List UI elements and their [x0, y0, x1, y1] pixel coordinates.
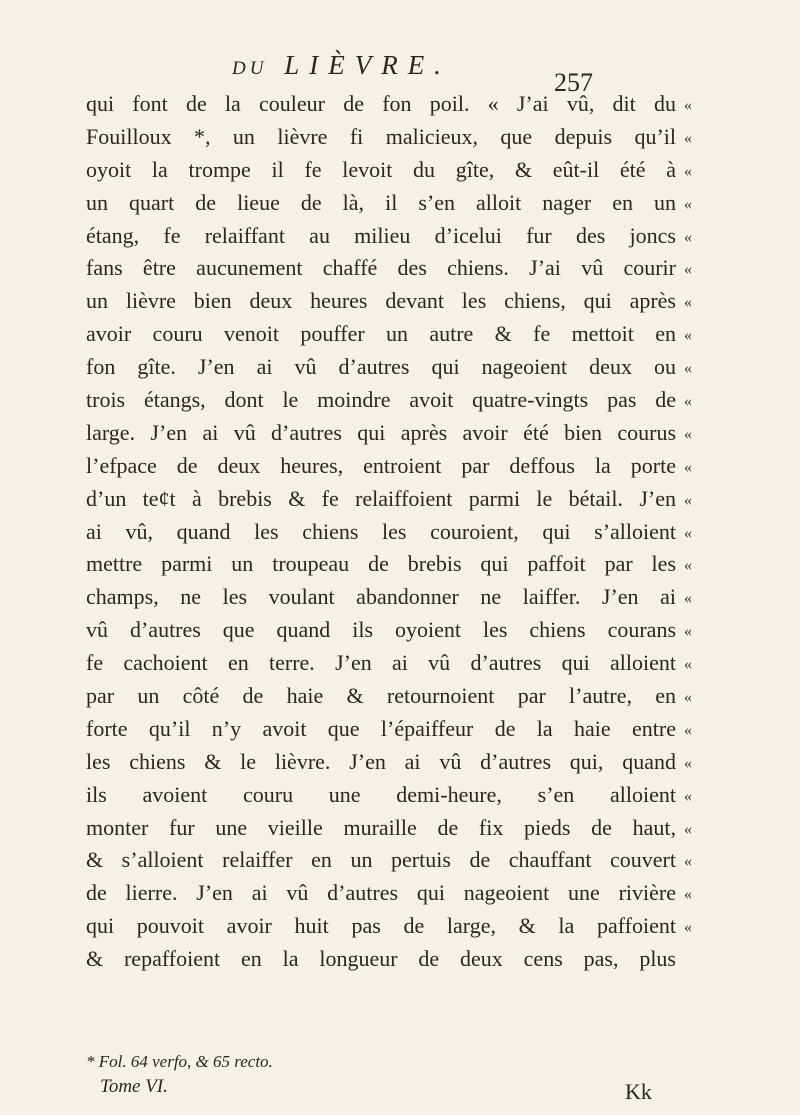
running-title-main: LIÈVRE.	[284, 50, 451, 80]
quote-mark: «	[684, 557, 692, 575]
quote-mark: «	[684, 524, 692, 542]
text-line: champs, ne les voulant abandonner ne laiffer. J’en ai	[86, 584, 676, 610]
text-line: Fouilloux *, un lièvre fi malicieux, que depuis qu’il	[86, 123, 676, 149]
quote-mark: «	[684, 721, 692, 739]
quote-marks-column	[684, 88, 710, 943]
text-line: un lièvre bien deux heures devant les chiens, qui après	[86, 288, 676, 314]
quote-mark: «	[684, 228, 692, 246]
text-line: vû d’autres que quand ils oyoient les chiens courans	[86, 617, 676, 643]
footnote: * Fol. 64 verfo, & 65 recto.	[86, 1052, 273, 1071]
quote-mark: «	[684, 656, 692, 674]
text-line: l’efpace de deux heures, entroient par deffous la porte	[86, 452, 676, 478]
text-line: fans être aucunement chaffé des chiens. J’ai vû courir	[86, 255, 676, 281]
quote-mark: «	[684, 623, 692, 641]
text-line: étang, fe relaiffant au milieu d’icelui fur des joncs	[86, 222, 676, 248]
body-text	[86, 88, 676, 976]
text-line: d’un teȼt à brebis & fe relaiffoient parmi le bétail. J’en	[86, 485, 676, 511]
text-line: qui font de la couleur de fon poil. « J’ai vû, dit du	[86, 91, 676, 116]
quote-mark: «	[684, 590, 692, 608]
text-line: les chiens & le lièvre. J’en ai vû d’autres qui, quand	[86, 748, 676, 774]
quote-mark: «	[684, 491, 692, 509]
text-line: monter fur une vieille muraille de fix pieds de haut,	[86, 814, 676, 840]
quote-mark: «	[684, 162, 692, 180]
text-line: un quart de lieue de là, il s’en alloit nager en un	[86, 189, 676, 215]
quote-mark: «	[684, 886, 692, 904]
text-line: par un côté de haie & retournoient par l’autre, en	[86, 683, 676, 709]
quote-mark: «	[684, 754, 692, 772]
quote-mark: «	[684, 458, 692, 476]
text-line: trois étangs, dont le moindre avoit quatre-vingts pas de	[86, 387, 676, 413]
text-line: qui pouvoit avoir huit pas de large, & la paffoient	[86, 913, 676, 939]
volume-label: Tome VI.	[100, 1076, 168, 1097]
running-title	[232, 50, 451, 81]
text-line: & s’alloient relaiffer en un pertuis de chauffant couvert	[86, 847, 676, 873]
page-number: 257	[554, 68, 593, 97]
text-line: de lierre. J’en ai vû d’autres qui nageoient une rivière	[86, 880, 676, 906]
text-line: ai vû, quand les chiens les couroient, qui s’alloient	[86, 518, 676, 544]
text-line: ils avoient couru une demi-heure, s’en alloient	[86, 781, 676, 807]
text-line: & repaffoient en la longueur de deux cens pas, plus	[86, 946, 676, 972]
text-line: avoir couru venoit pouffer un autre & fe mettoit en	[86, 321, 676, 347]
quote-mark: «	[684, 195, 692, 213]
text-line: forte qu’il n’y avoit que l’épaiffeur de la haie entre	[86, 715, 676, 741]
quote-mark: «	[684, 853, 692, 871]
text-line: large. J’en ai vû d’autres qui après avoir été bien courus	[86, 419, 676, 445]
text-line: mettre parmi un troupeau de brebis qui paffoit par les	[86, 551, 676, 577]
quote-mark: «	[684, 425, 692, 443]
running-title-prefix: DU	[232, 58, 268, 79]
quote-mark: «	[684, 820, 692, 838]
text-line: fon gîte. J’en ai vû d’autres qui nageoient deux ou	[86, 354, 676, 380]
quote-mark: «	[684, 294, 692, 312]
text-line: oyoit la trompe il fe levoit du gîte, & eût-il été à	[86, 156, 676, 182]
quote-mark: «	[684, 393, 692, 411]
quote-mark: «	[684, 97, 692, 114]
quote-mark: «	[684, 919, 692, 937]
quote-mark: «	[684, 689, 692, 707]
quote-mark: «	[684, 360, 692, 378]
quote-mark: «	[684, 261, 692, 279]
quote-mark: «	[684, 327, 692, 345]
text-line: fe cachoient en terre. J’en ai vû d’autres qui alloient	[86, 650, 676, 676]
signature-mark: Kk	[625, 1079, 652, 1104]
quote-mark: «	[684, 129, 692, 147]
page-header	[0, 46, 800, 97]
quote-mark: «	[684, 787, 692, 805]
